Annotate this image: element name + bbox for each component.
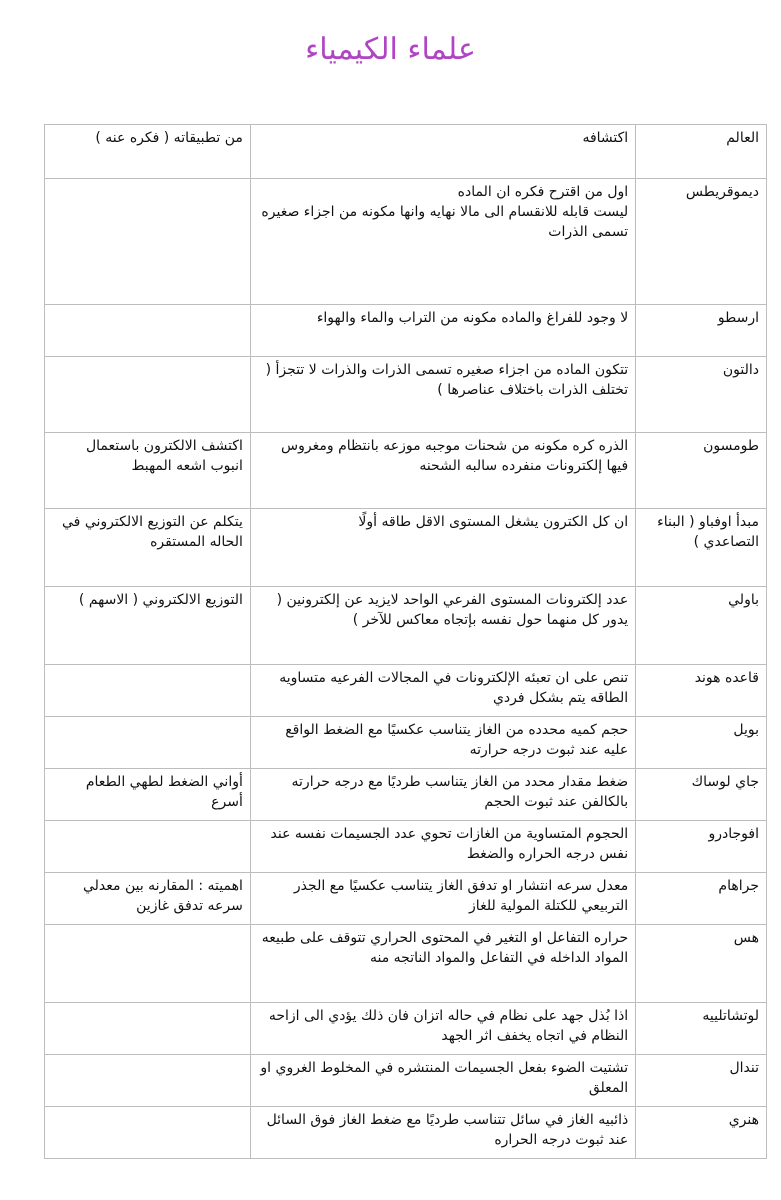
cell-discovery: عدد إلكترونات المستوى الفرعي الواحد لايزيد عن إلكترونين ( يدور كل منهما حول نفسه بإتجاه معاكس للآخر ) (250, 587, 635, 665)
cell-scientist: دالتون (636, 357, 767, 433)
cell-application: التوزيع الالكتروني ( الاسهم ) (45, 587, 251, 665)
table-row (45, 179, 767, 305)
cell-scientist: ارسطو (636, 305, 767, 357)
cell-discovery: لا وجود للفراغ والماده مكونه من التراب والماء والهواء (250, 305, 635, 357)
cell-application: أواني الضغط لطهي الطعام أسرع (45, 769, 251, 821)
cell-discovery: تشتيت الضوء بفعل الجسيمات المنتشره في المخلوط الغروي او المعلق (250, 1055, 635, 1107)
table-row (45, 925, 767, 1003)
cell-scientist: لوتشاتلييه (636, 1003, 767, 1055)
cell-discovery: اذا بُذل جهد على نظام في حاله اتزان فان ذلك يؤدي الى ازاحه النظام في اتجاه يخفف اثر الجهد (250, 1003, 635, 1055)
cell-discovery: ان كل الكترون يشغل المستوى الاقل طاقه أولًا (250, 509, 635, 587)
table-row (45, 665, 767, 717)
table-row (45, 873, 767, 925)
header-scientist: العالم (636, 125, 767, 179)
cell-scientist: هنري (636, 1107, 767, 1159)
cell-scientist: جاي لوساك (636, 769, 767, 821)
cell-application (45, 357, 251, 433)
cell-application (45, 925, 251, 1003)
cell-scientist: ديموقريطس (636, 179, 767, 305)
cell-discovery: تنص على ان تعبئه الإلكترونات في المجالات الفرعيه متساويه الطاقه يتم بشكل فردي (250, 665, 635, 717)
cell-application: اهميته : المقارنه بين معدلي سرعه تدفق غازين (45, 873, 251, 925)
cell-application (45, 821, 251, 873)
cell-application (45, 1003, 251, 1055)
cell-application: يتكلم عن التوزيع الالكتروني في الحاله المستقره (45, 509, 251, 587)
cell-scientist: بويل (636, 717, 767, 769)
cell-discovery: حراره التفاعل او التغير في المحتوى الحراري تتوقف على طبيعه المواد الداخله في التفاعل والمواد الناتجه منه (250, 925, 635, 1003)
table-row (45, 717, 767, 769)
cell-scientist: هس (636, 925, 767, 1003)
table-row (45, 1055, 767, 1107)
page-title: علماء الكيمياء (305, 32, 476, 67)
table-row (45, 821, 767, 873)
cell-discovery: اول من اقترح فكره ان الماده ليست قابله للانقسام الى مالا نهايه وانها مكونه من اجزاء صغيره تسمى الذرات (250, 179, 635, 305)
cell-discovery: معدل سرعه انتشار او تدفق الغاز يتناسب عكسيًا مع الجذر التربيعي للكتلة المولية للغاز (250, 873, 635, 925)
cell-discovery: تتكون الماده من اجزاء صغيره تسمى الذرات والذرات لا تتجزأ ( تختلف الذرات باختلاف عناصرها ) (250, 357, 635, 433)
cell-application (45, 717, 251, 769)
header-application: من تطبيقاته ( فكره عنه ) (45, 125, 251, 179)
table-row (45, 509, 767, 587)
table-row (45, 433, 767, 509)
cell-application (45, 1107, 251, 1159)
cell-scientist: قاعده هوند (636, 665, 767, 717)
cell-scientist: تندال (636, 1055, 767, 1107)
cell-application (45, 1055, 251, 1107)
cell-discovery: الحجوم المتساوية من الغازات تحوي عدد الجسيمات نفسه عند نفس درجه الحراره والضغط (250, 821, 635, 873)
table-row (45, 357, 767, 433)
cell-application (45, 305, 251, 357)
table-row (45, 305, 767, 357)
header-discovery: اكتشافه (250, 125, 635, 179)
cell-application: اكتشف الالكترون باستعمال انبوب اشعه المهبط (45, 433, 251, 509)
table-row (45, 769, 767, 821)
table-row (45, 587, 767, 665)
cell-scientist: مبدأ اوفباو ( البناء التصاعدي ) (636, 509, 767, 587)
table-row (45, 1003, 767, 1055)
table-header-row (45, 125, 767, 179)
cell-discovery: ذائبيه الغاز في سائل تتناسب طرديًا مع ضغط الغاز فوق السائل عند ثبوت درجه الحراره (250, 1107, 635, 1159)
cell-discovery: الذره كره مكونه من شحنات موجبه موزعه بانتظام ومغروس فيها إلكترونات منفرده سالبه الشحنه (250, 433, 635, 509)
cell-discovery: ضغط مقدار محدد من الغاز يتناسب طرديًا مع درجه حرارته بالكالفن عند ثبوت الحجم (250, 769, 635, 821)
cell-scientist: جراهام (636, 873, 767, 925)
scientists-table (44, 124, 767, 1159)
cell-application (45, 179, 251, 305)
cell-scientist: طومسون (636, 433, 767, 509)
table-row (45, 1107, 767, 1159)
cell-application (45, 665, 251, 717)
cell-scientist: افوجادرو (636, 821, 767, 873)
cell-scientist: باولي (636, 587, 767, 665)
cell-discovery: حجم كميه محدده من الغاز يتناسب عكسيًا مع الضغط الواقع عليه عند ثبوت درجه حرارته (250, 717, 635, 769)
